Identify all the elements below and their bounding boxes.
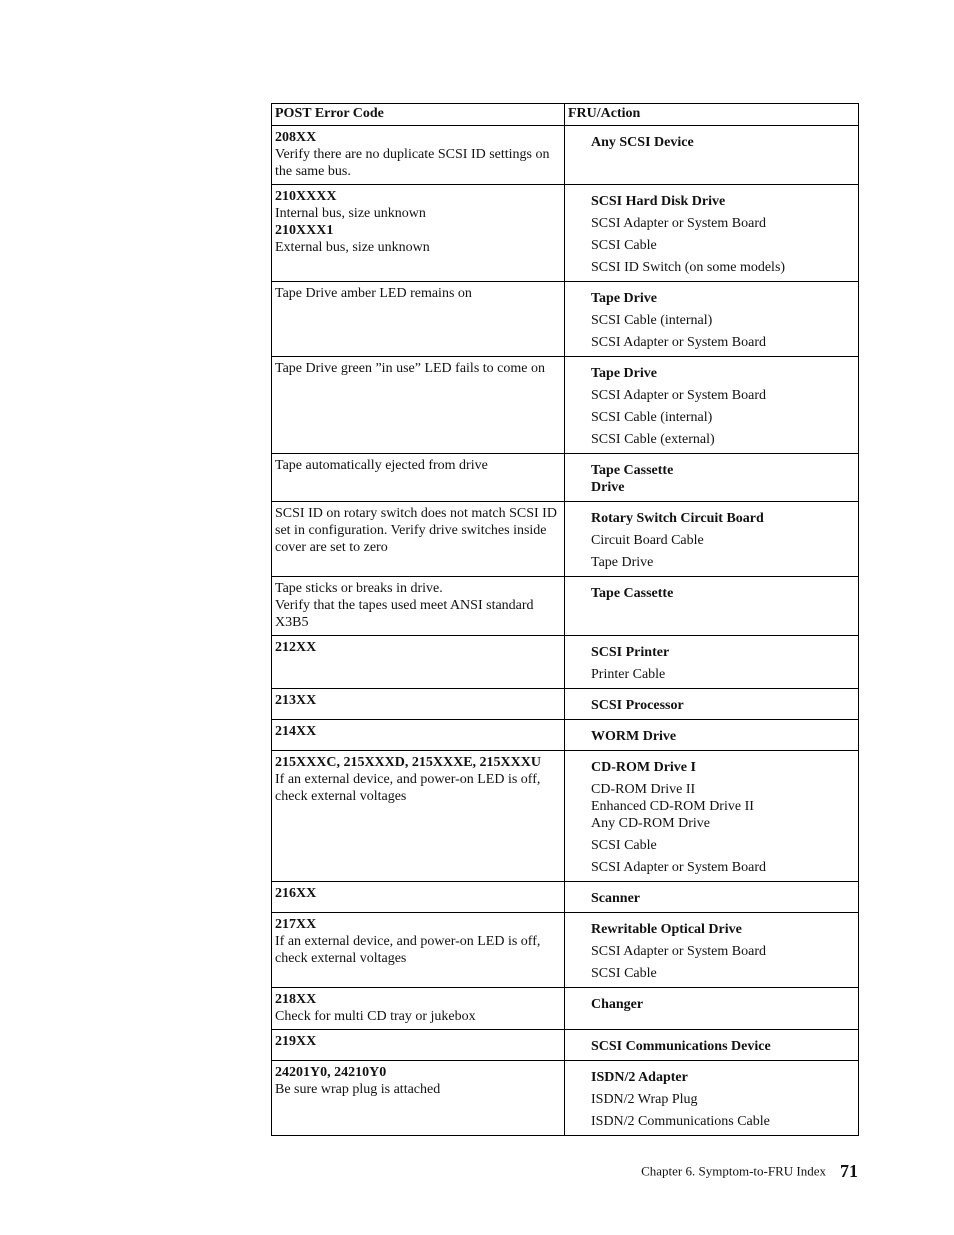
table-row [272,357,859,454]
post-error-code-cell [272,636,565,689]
fru-item: Any CD-ROM Drive [591,816,710,831]
error-description: SCSI ID on rotary switch does not match SCSI ID set in configuration. Verify drive switches inside cover are set to zero [275,506,557,555]
error-description: Verify there are no duplicate SCSI ID settings on the same bus. [275,147,550,179]
post-error-code-cell [272,882,565,913]
fru-action-cell [565,636,859,689]
error-description: If an external device, and power-on LED is off, check external voltages [275,934,541,966]
table-body [272,126,859,1136]
fru-item: Rotary Switch Circuit Board [591,511,764,526]
fru-action-cell [565,454,859,502]
table-row [272,751,859,882]
fru-item: Printer Cable [591,667,666,682]
error-code: 24201Y0, 24210Y0 [275,1065,387,1080]
error-code: 213XX [275,693,317,708]
fru-item: WORM Drive [591,729,677,744]
fru-action-cell [565,689,859,720]
fru-item: SCSI Cable (internal) [591,410,713,425]
fru-action-cell [565,502,859,577]
fru-item: Tape Drive [591,366,657,381]
table-row [272,1030,859,1061]
fru-action-cell [565,126,859,185]
error-code: 214XX [275,724,317,739]
error-description: Tape sticks or breaks in drive. [275,581,443,596]
fru-item: SCSI ID Switch (on some models) [591,260,786,275]
fru-item: SCSI Adapter or System Board [591,335,766,350]
fru-action-cell [565,988,859,1030]
table-header-row [272,104,859,126]
table-row [272,185,859,282]
error-description: Check for multi CD tray or jukebox [275,1009,476,1024]
fru-item: SCSI Cable [591,966,657,981]
error-code: 210XXX1 [275,223,334,238]
fru-item: ISDN/2 Wrap Plug [591,1092,698,1107]
fru-action-cell [565,1061,859,1136]
fru-item: SCSI Cable (external) [591,432,715,447]
fru-item: Tape Cassette [591,586,674,601]
fru-action-cell [565,1030,859,1061]
fru-item: Tape Drive [591,291,657,306]
post-error-code-cell [272,126,565,185]
error-code: 218XX [275,992,317,1007]
table-row [272,988,859,1030]
fru-action-cell [565,185,859,282]
error-code: 210XXXX [275,189,337,204]
fru-item: SCSI Cable (internal) [591,313,713,328]
chapter-title: Chapter 6. Symptom-to-FRU Index [641,1163,826,1179]
fru-item: SCSI Hard Disk Drive [591,194,726,209]
fru-item: ISDN/2 Adapter [591,1070,688,1085]
table-row [272,720,859,751]
fru-item: SCSI Adapter or System Board [591,388,766,403]
column-header-fru-action: FRU/Action [565,104,859,126]
error-description: External bus, size unknown [275,240,430,255]
fru-action-cell [565,751,859,882]
error-description: Internal bus, size unknown [275,206,426,221]
error-description: Tape automatically ejected from drive [275,458,488,473]
fru-item: SCSI Processor [591,698,684,713]
post-error-code-cell [272,185,565,282]
error-description: Verify that the tapes used meet ANSI standard X3B5 [275,598,534,630]
post-error-code-cell [272,577,565,636]
fru-item: Any SCSI Device [591,135,694,150]
page-number: 71 [840,1161,858,1181]
table-row [272,282,859,357]
error-description: If an external device, and power-on LED is off, check external voltages [275,772,541,804]
error-code: 217XX [275,917,317,932]
fru-item: CD-ROM Drive II [591,782,696,797]
error-code: 208XX [275,130,317,145]
post-error-fru-table [271,103,859,1136]
error-description: Be sure wrap plug is attached [275,1082,441,1097]
fru-item: Rewritable Optical Drive [591,922,742,937]
error-code: 219XX [275,1034,317,1049]
fru-item: Changer [591,997,644,1012]
post-error-code-cell [272,454,565,502]
post-error-code-cell [272,1030,565,1061]
table-row [272,502,859,577]
error-code: 216XX [275,886,317,901]
post-error-code-cell [272,502,565,577]
fru-item: SCSI Communications Device [591,1039,771,1054]
fru-item: SCSI Adapter or System Board [591,860,766,875]
fru-item: Tape Cassette [591,463,674,478]
fru-action-cell [565,577,859,636]
fru-action-cell [565,913,859,988]
fru-item: ISDN/2 Communications Cable [591,1114,770,1129]
table-row [272,577,859,636]
fru-action-cell [565,882,859,913]
post-error-code-cell [272,913,565,988]
fru-item: Enhanced CD-ROM Drive II [591,799,754,814]
table-row [272,126,859,185]
table-row [272,913,859,988]
fru-item: SCSI Cable [591,838,657,853]
table-row [272,882,859,913]
fru-action-cell [565,720,859,751]
fru-item: Tape Drive [591,555,654,570]
error-code: 215XXXC, 215XXXD, 215XXXE, 215XXXU [275,755,541,770]
fru-item: Scanner [591,891,640,906]
fru-item: CD-ROM Drive I [591,760,696,775]
error-description: Tape Drive green ”in use” LED fails to come on [275,361,545,376]
post-error-code-cell [272,689,565,720]
post-error-code-cell [272,357,565,454]
fru-action-cell [565,357,859,454]
fru-item: SCSI Adapter or System Board [591,944,766,959]
error-description: Tape Drive amber LED remains on [275,286,472,301]
column-header-post-error-code: POST Error Code [272,104,565,126]
fru-item: Drive [591,480,625,495]
fru-item: SCSI Printer [591,645,670,660]
table-row [272,636,859,689]
fru-item: SCSI Adapter or System Board [591,216,766,231]
table-row [272,454,859,502]
fru-item: Circuit Board Cable [591,533,704,548]
fru-item: SCSI Cable [591,238,657,253]
fru-action-cell [565,282,859,357]
post-error-code-cell [272,282,565,357]
error-code: 212XX [275,640,317,655]
post-error-code-cell [272,1061,565,1136]
table-row [272,1061,859,1136]
table-row [272,689,859,720]
post-error-code-cell [272,751,565,882]
page-footer [641,1161,858,1182]
post-error-code-cell [272,988,565,1030]
post-error-code-cell [272,720,565,751]
